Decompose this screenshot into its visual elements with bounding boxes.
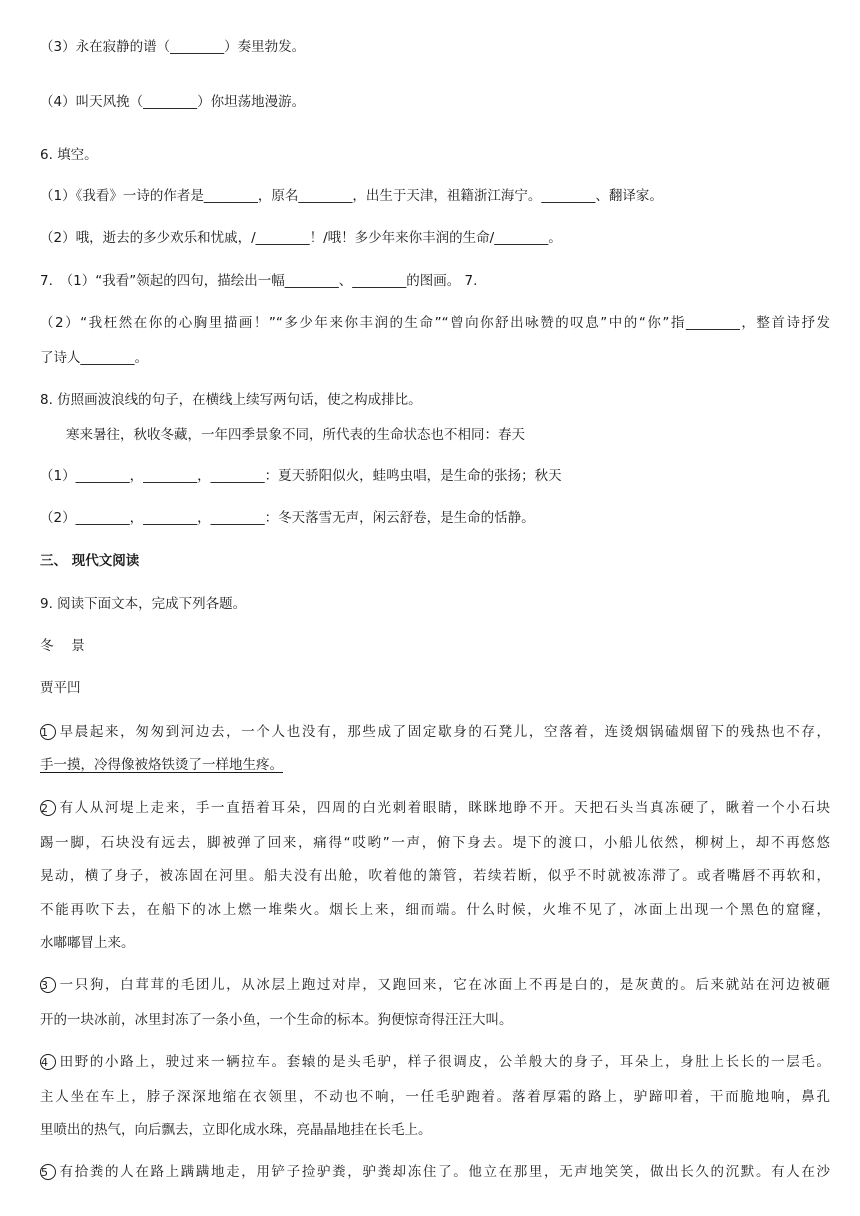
q7-item-2-line-1: （2）“我枉然在你的心胸里描画！”“多少年来你丰润的生命”“曾向你舒出咏赞的叹息”中的“你”指________，整首诗抒发 [40, 315, 830, 331]
q5-item-4: （4）叫天风挽（________）你坦荡地漫游。 [40, 94, 306, 110]
paragraph-1-line-2: 手一摸，冷得像被烙铁烫了一样地生疼。 [40, 757, 283, 773]
paragraph-1-line-1: 1 早晨起来，匆匆到河边去，一个人也没有，那些成了固定歇身的石凳儿，空落着，连烫烟锅磕烟留下的残热也不存， [41, 724, 830, 740]
q6-title: 6. 填空。 [40, 147, 98, 163]
paragraph-number-2: 2 [40, 800, 56, 816]
paragraph-4-line-3: 里喷出的热气，向后飘去，立即化成水珠，亮晶晶地挂在长毛上。 [40, 1122, 432, 1138]
q7-item-2-line-2: 了诗人________。 [40, 350, 148, 366]
paragraph-number-4: 4 [40, 1054, 56, 1070]
paragraph-5-line-1: 5 有拾粪的人在路上蹒蹒地走，用铲子捡驴粪，驴粪却冻住了。他立在那里，无声地笑笑，做出长久的沉默。有人在沙 [41, 1164, 830, 1180]
paragraph-4-line-2: 主人坐在车上，脖子深深地缩在衣领里，不动也不响，一任毛驴跑着。落着厚霜的路上，驴蹄叩着，干而脆地响，鼻孔 [40, 1089, 830, 1105]
q8-item-2: （2）________，________，________：冬天落雪无声，闲云舒卷，是生命的恬静。 [40, 510, 535, 526]
q9-title: 9. 阅读下面文本，完成下列各题。 [40, 596, 247, 612]
q8-prompt: 寒来暑往，秋收冬藏，一年四季景象不同，所代表的生命状态也不相同：春天 [66, 427, 525, 443]
q6-item-1: （1）《我看》一诗的作者是________，原名________，出生于天津，祖籍浙江海宁。________、翻译家。 [40, 188, 663, 204]
paragraph-number-1: 1 [40, 724, 56, 740]
paragraph-number-3: 3 [40, 977, 56, 993]
paragraph-number-5: 5 [40, 1164, 56, 1180]
paragraph-4-line-1: 4 田野的小路上，驶过来一辆拉车。套辕的是头毛驴，样子很调皮，公羊般大的身子，耳朵上，身肚上长长的一层毛。 [41, 1054, 830, 1070]
paragraph-2-line-5: 水嘟嘟冒上来。 [40, 935, 135, 951]
q8-title: 8. 仿照画波浪线的句子，在横线上续写两句话，使之构成排比。 [40, 392, 422, 408]
q6-item-2: （2）哦，逝去的多少欢乐和忧戚，/________！/哦！多少年来你丰润的生命/________。 [40, 230, 562, 246]
section-heading: 三、 现代文阅读 [40, 553, 140, 569]
q5-item-3: （3）永在寂静的谱（________）奏里勃发。 [40, 39, 306, 55]
paragraph-3-line-1: 3 一只狗，白茸茸的毛团儿，从冰层上跑过对岸，又跑回来，它在冰面上不再是白的，是灰黄的。后来就站在河边被砸 [41, 977, 830, 993]
paragraph-2-line-2: 踢一脚，石块没有远去，脚被弹了回来，痛得“哎哟”一声，俯下身去。堤下的渡口，小船儿依然，柳树上，却不再悠悠 [40, 835, 830, 851]
q7-item-1: 7. （1）“我看”领起的四句，描绘出一幅________、________的图画。 7. [40, 273, 478, 289]
q8-item-1: （1）________，________，________：夏天骄阳似火，蛙鸣虫唱，是生命的张扬；秋天 [40, 468, 562, 484]
essay-author: 贾平凹 [40, 680, 81, 696]
paragraph-2-line-3: 晃动，横了身子，被冻固在河里。船夫没有出舱，吹着他的箫管，若续若断，似乎不时就被冻滞了。或者嘴唇不再软和， [40, 868, 830, 884]
essay-title: 冬 景 [40, 638, 85, 654]
paragraph-2-line-1: 2 有人从河堤上走来，手一直捂着耳朵，四周的白光刺着眼睛，眯眯地睁不开。天把石头当真冻硬了，瞅着一个小石块 [41, 800, 830, 816]
paragraph-2-line-4: 不能再吹下去，在船下的冰上燃一堆柴火。烟长上来，细而端。什么时候，火堆不见了，冰面上出现一个黑色的窟窿， [40, 902, 830, 918]
paragraph-3-line-2: 开的一块冰前，冰里封冻了一条小鱼，一个生命的标本。狗便惊奇得汪汪大叫。 [40, 1012, 513, 1028]
